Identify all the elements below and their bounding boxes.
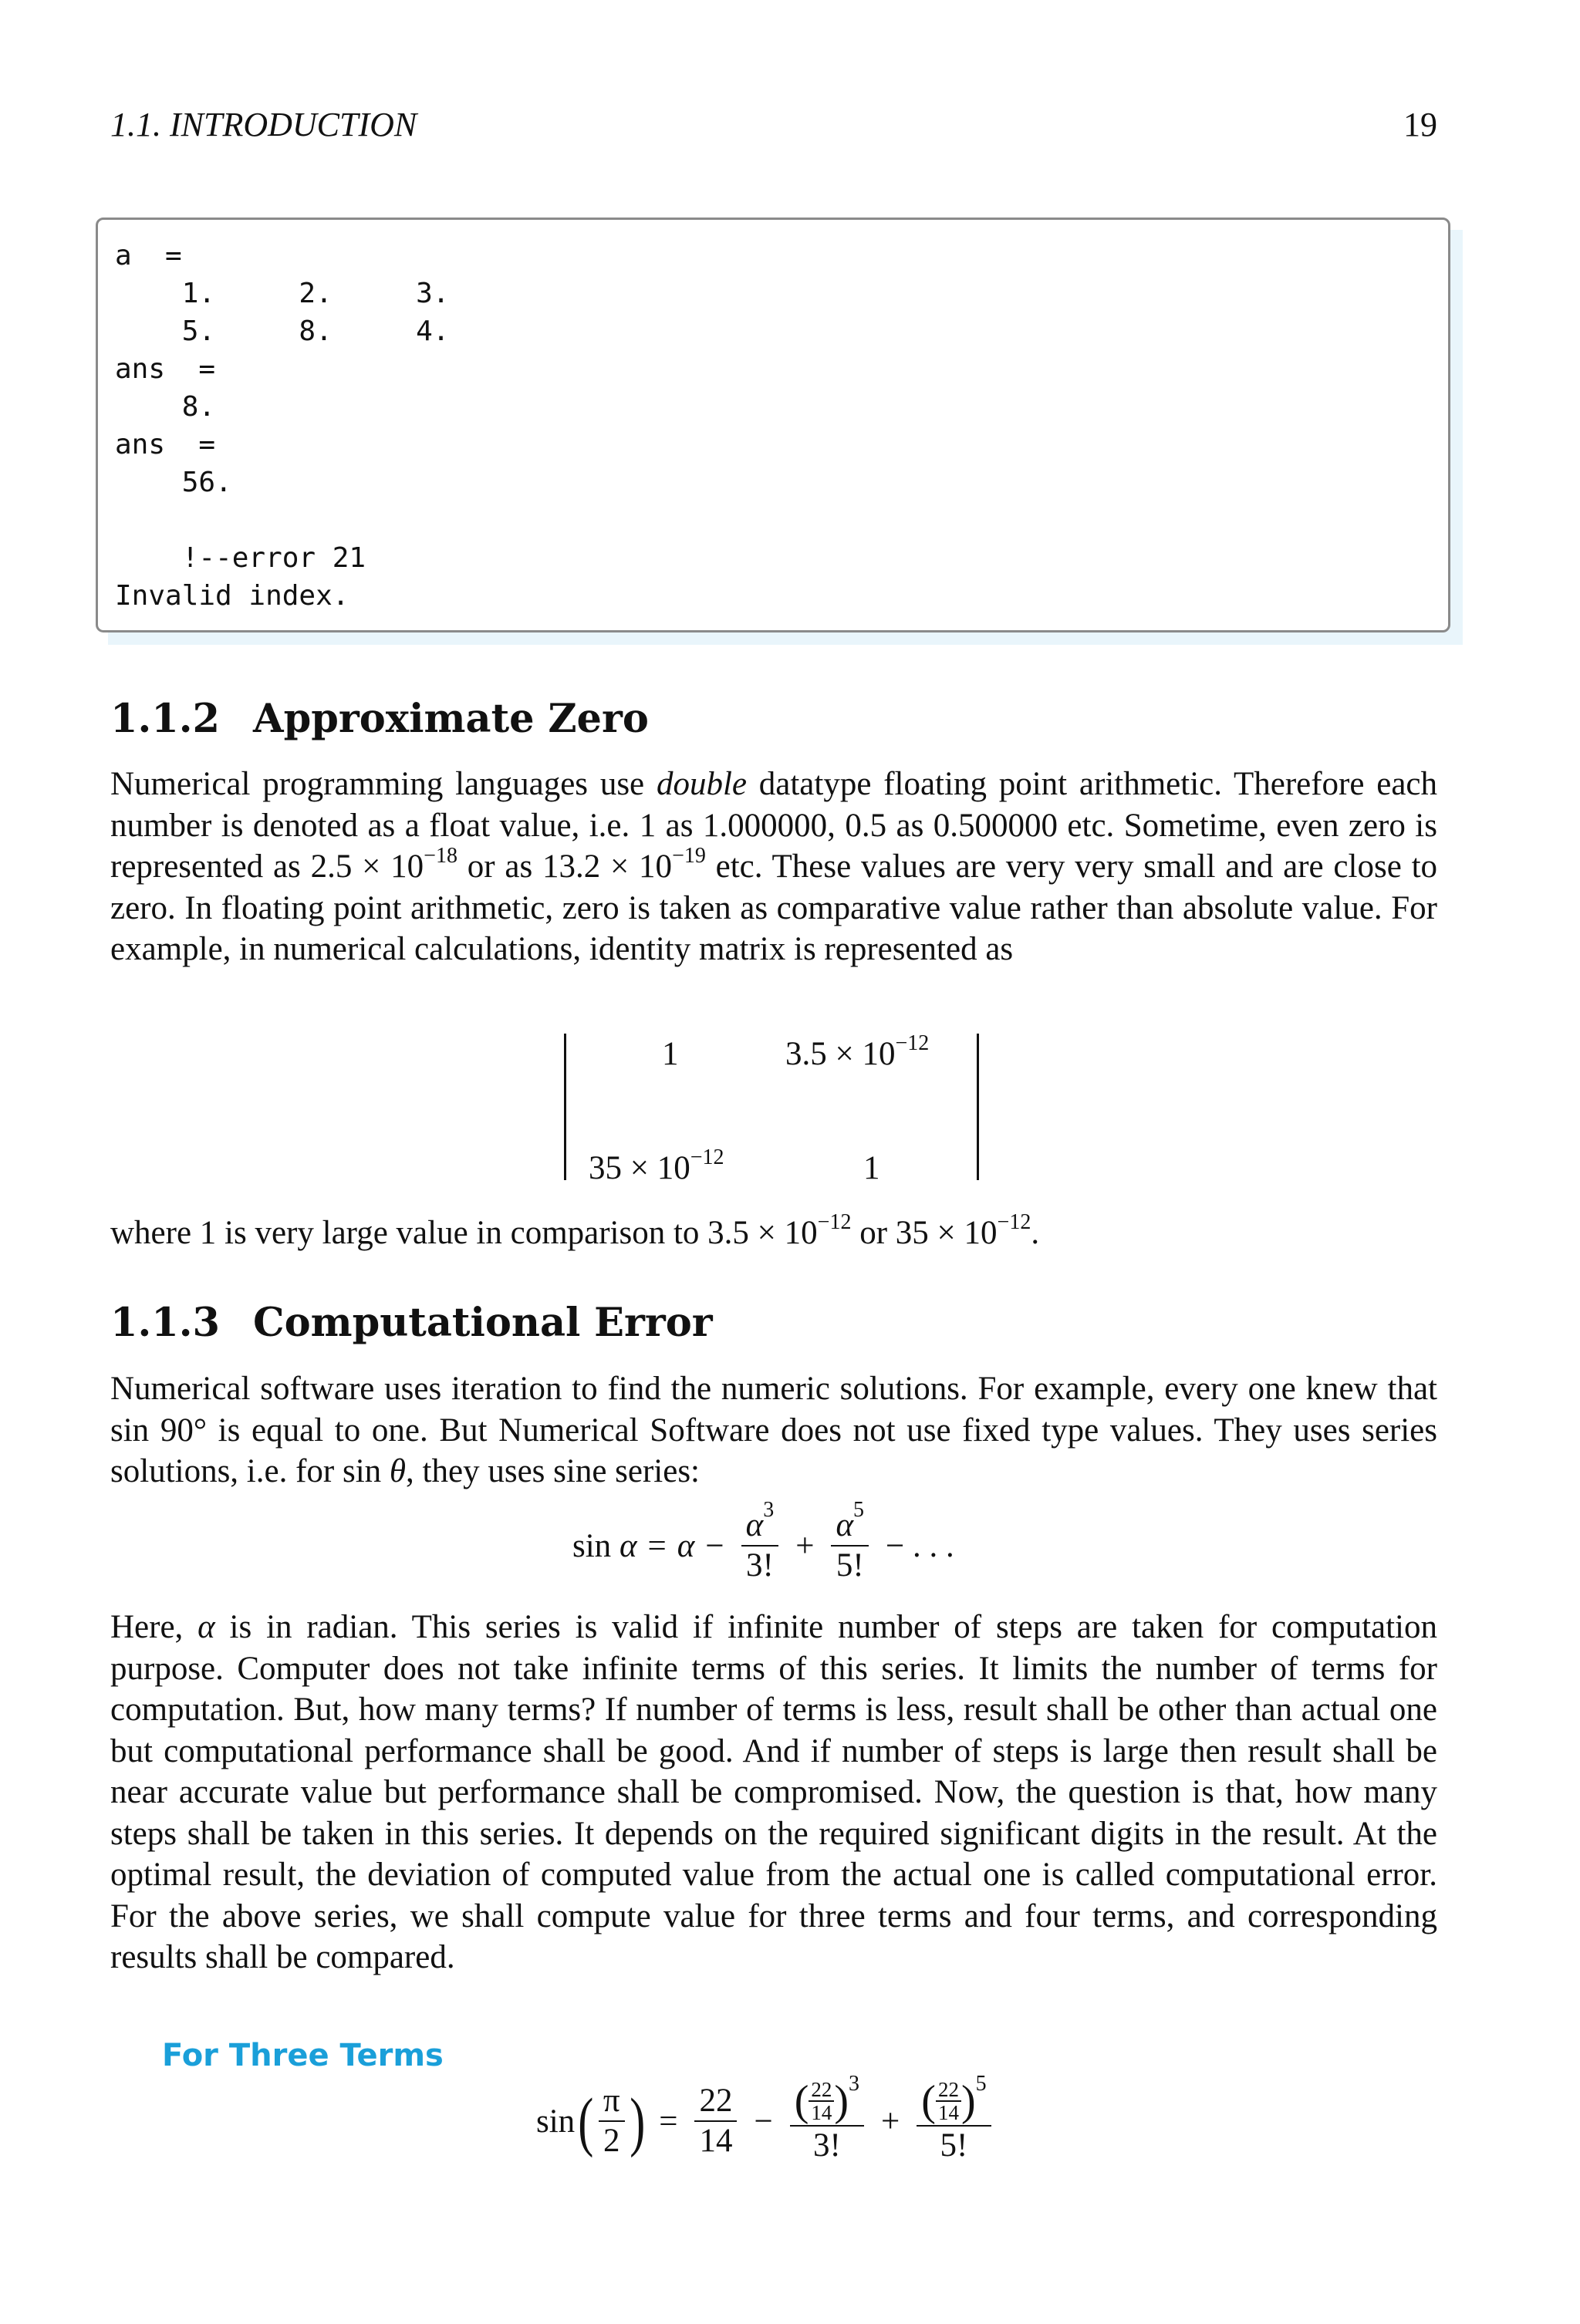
minus-sign: − xyxy=(754,2103,773,2140)
section-number: 1.1.2 xyxy=(110,696,220,742)
text-run: datatype floating point arithmetic. Therefore each number is denoted as a float value, i.e. 1 as 1.000000, 0.5 as 0.500000 etc. Sometime, even zero is represented as 2.5 × 10 xyxy=(110,766,1437,885)
code-line: Invalid index. xyxy=(115,580,349,612)
section-heading-approximate-zero xyxy=(110,696,649,742)
math-alpha: α xyxy=(745,1507,764,1543)
left-paren: ( xyxy=(794,2077,809,2125)
numerator: 22 xyxy=(809,2079,834,2102)
code-line: ans = xyxy=(115,353,216,385)
exponent: −12 xyxy=(895,1030,930,1055)
identity-matrix xyxy=(564,1030,979,1186)
math-alpha: α xyxy=(619,1527,637,1564)
fraction-cubed-term: ( $\frac{22}{14}$ ) $^3$ 3! xyxy=(790,2079,864,2164)
matrix-cell-r1c1: 1 xyxy=(662,1036,679,1072)
small-fraction xyxy=(936,2079,961,2123)
code-line: 5. 8. 4. xyxy=(115,315,450,347)
right-paren: ) xyxy=(960,2077,976,2125)
exponent: −12 xyxy=(997,1209,1031,1234)
numerator: 22 xyxy=(694,2083,737,2122)
exponent: 5 xyxy=(853,1497,865,1522)
section-title: Computational Error xyxy=(253,1300,713,1346)
math-alpha: α xyxy=(677,1527,695,1564)
right-paren: ) xyxy=(834,2077,849,2125)
denominator: 3! xyxy=(746,1547,774,1584)
plus-sign: + xyxy=(881,2103,900,2140)
matrix-cell-r2c1 xyxy=(589,1145,724,1187)
section-number: 1.1.3 xyxy=(110,1300,220,1346)
equals-sign: = xyxy=(659,2103,678,2140)
page-number: 19 xyxy=(1403,106,1437,143)
numerator: 22 xyxy=(936,2079,961,2102)
denominator: 14 xyxy=(699,2123,733,2159)
exponent: −18 xyxy=(424,843,457,868)
function-sin: sin xyxy=(572,1527,612,1564)
equals-sign: = xyxy=(647,1527,667,1564)
paragraph-series-discussion xyxy=(110,1607,1437,1978)
text-run: or 35 × 10 xyxy=(851,1215,998,1251)
exponent: −12 xyxy=(690,1145,724,1169)
code-listing xyxy=(96,218,1450,632)
exponent: −19 xyxy=(672,843,706,868)
exponent: 3 xyxy=(763,1497,775,1522)
matrix-value: 35 × 10 xyxy=(589,1150,690,1186)
code-line: 1. 2. 3. xyxy=(115,278,450,309)
matrix-left-bar xyxy=(564,1034,566,1180)
fraction-22-over-14 xyxy=(694,2083,737,2159)
code-line: !--error 21 xyxy=(115,542,366,574)
denominator: 5! xyxy=(836,1547,864,1584)
paragraph-approximate-zero xyxy=(110,764,1437,970)
text-run: Numerical programming languages use xyxy=(110,766,657,802)
sine-series-equation xyxy=(572,1497,965,1584)
plus-sign: + xyxy=(795,1527,815,1564)
math-alpha: α xyxy=(836,1507,854,1543)
left-paren: ( xyxy=(578,2084,594,2158)
code-text xyxy=(115,237,449,615)
small-fraction xyxy=(809,2079,834,2123)
left-paren: ( xyxy=(921,2077,936,2125)
fraction-fifth-term: ( $\frac{22}{14}$ ) $^5$ 5! xyxy=(917,2079,991,2164)
subheading-three-terms: For Three Terms xyxy=(162,2038,444,2073)
running-header xyxy=(110,105,1437,144)
running-header-section: 1.1. INTRODUCTION xyxy=(110,106,417,143)
denominator: 14 xyxy=(811,2101,832,2124)
matrix-right-bar xyxy=(977,1034,979,1180)
text-run: where 1 is very large value in comparison to 3.5 × 10 xyxy=(110,1215,818,1251)
math-theta: θ xyxy=(389,1453,407,1489)
text-run: Here, xyxy=(110,1609,198,1645)
text-run: is in radian. This series is valid if infinite number of steps are taken for computation purpose. Computer does not take infinite terms of this series. It limits the number of terms for computation. But, how many terms? If number of terms is less, result shall be other than actual one but computational performance shall be good. And if number of steps is large then result shall be near accurate value but performance shall be compromised. Now, the question is that, how many steps shall be taken in this series. It depends on the required significant digits in the result. At the optimal result, the deviation of computed value from the actual one is called computational error. For the above series, we shall compute value for three terms and four terms, and corresponding results shall be compared. xyxy=(110,1609,1437,1975)
text-run: etc. These values are very very small and are close to zero. In floating point arithmetic, zero is taken as comparative value rather than absolute value. For example, in numerical calculations, identity matrix is represented as xyxy=(110,848,1438,967)
function-sin: sin xyxy=(536,2103,576,2140)
section-heading-computational-error xyxy=(110,1300,713,1346)
text-run: . xyxy=(1031,1215,1040,1251)
math-alpha: α xyxy=(198,1609,215,1645)
paragraph-matrix-note xyxy=(110,1209,1437,1254)
denominator: 5! xyxy=(940,2127,968,2164)
code-line: ans = xyxy=(115,429,216,460)
fraction-pi-over-2 xyxy=(599,2083,625,2159)
text-run: , they uses sine series: xyxy=(406,1453,700,1489)
matrix-cell-r1c2 xyxy=(785,1030,930,1073)
denominator: 3! xyxy=(812,2127,841,2164)
matrix-value: 3.5 × 10 xyxy=(785,1036,896,1072)
three-terms-equation xyxy=(536,2072,998,2164)
text-run: or as 13.2 × 10 xyxy=(457,848,673,885)
numerator: π xyxy=(599,2083,625,2122)
fraction-alpha5 xyxy=(831,1497,869,1584)
paragraph-computational-error xyxy=(110,1368,1437,1493)
emphasis-double: double xyxy=(656,766,747,802)
text-run: Numerical software uses iteration to find the numeric solutions. For example, every one knew that sin 90° is equal to one. But Numerical Software does not use fixed type values. They uses series solutions, i.e. for sin xyxy=(110,1371,1437,1489)
minus-sign: − xyxy=(705,1527,724,1564)
denominator: 14 xyxy=(937,2101,959,2124)
denominator: 2 xyxy=(603,2123,620,2159)
exponent: −12 xyxy=(817,1209,852,1234)
section-title: Approximate Zero xyxy=(253,696,649,742)
series-tail: − . . . xyxy=(886,1527,954,1564)
matrix-cell-r2c2: 1 xyxy=(863,1150,880,1186)
code-line: 8. xyxy=(115,391,216,423)
code-line: 56. xyxy=(115,467,232,498)
right-paren: ) xyxy=(629,2084,645,2158)
code-line: a = xyxy=(115,240,182,272)
fraction-alpha3 xyxy=(741,1497,779,1584)
